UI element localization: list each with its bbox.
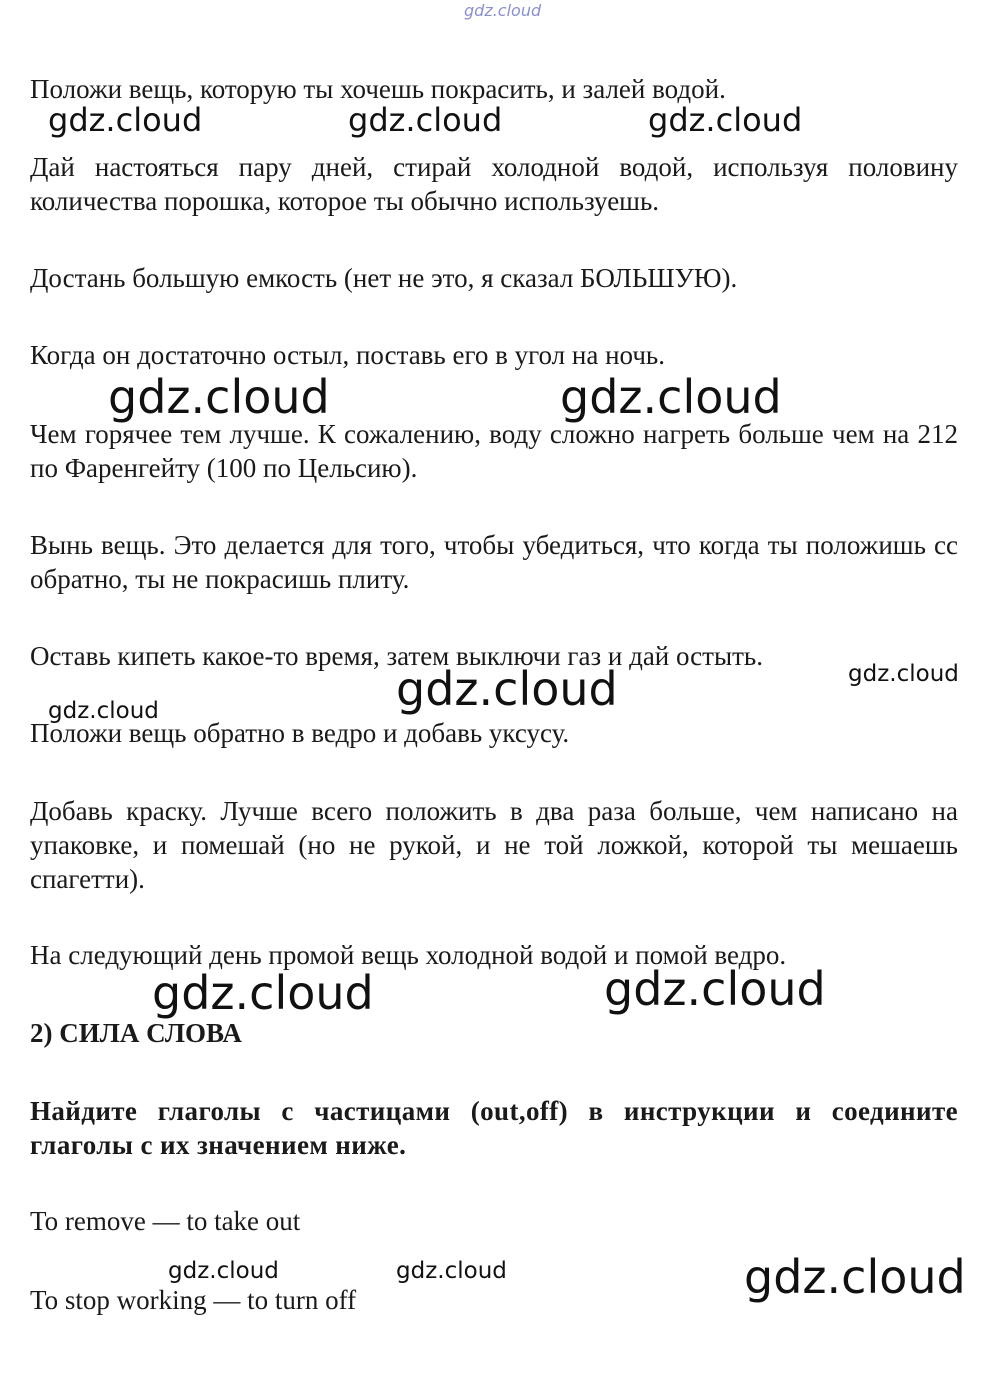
watermark: gdz.cloud xyxy=(604,962,826,1016)
watermark: gdz.cloud xyxy=(848,661,959,687)
watermark: gdz.cloud xyxy=(560,370,782,424)
instruction-paragraph: На следующий день промой вещь холодной водой и помой ведро. xyxy=(30,940,787,970)
instruction-paragraph: Добавь краску. Лучше всего положить в два раза больше, чем написано на упаковке, и помешай (но не рукой, и не той ложкой, которой ты мешаешь спагетти). xyxy=(30,796,958,894)
watermark: gdz.cloud xyxy=(396,1258,507,1284)
watermark: gdz.cloud xyxy=(48,101,203,139)
task-instruction: Найдите глаголы с частицами (out,off) в инструкции и соедините глаголы с их значением ниже. xyxy=(30,1096,958,1160)
watermark: gdz.cloud xyxy=(464,1,542,20)
watermark: gdz.cloud xyxy=(648,101,803,139)
instruction-paragraph: Достань большую емкость (нет не это, я сказал БОЛЬШУЮ). xyxy=(30,263,738,293)
watermark: gdz.cloud xyxy=(744,1250,966,1304)
watermark: gdz.cloud xyxy=(108,370,330,424)
instruction-paragraph: Положи вещь, которую ты хочешь покрасить, и залей водой. xyxy=(30,74,726,104)
watermark: gdz.cloud xyxy=(48,698,159,724)
answer-line: To stop working — to turn off xyxy=(30,1285,357,1315)
section-heading: 2) СИЛА СЛОВА xyxy=(30,1018,242,1048)
instruction-paragraph: Дай настояться пару дней, стирай холодной водой, используя половину количества порошка, которое ты обычно используешь. xyxy=(30,152,958,216)
instruction-paragraph: Чем горячее тем лучше. К сожалению, воду сложно нагреть больше чем на 212 по Фаренгейту (100 по Цельсию). xyxy=(30,419,958,483)
instruction-paragraph: Когда он достаточно остыл, поставь его в угол на ночь. xyxy=(30,340,665,370)
answer-line: To remove — to take out xyxy=(30,1206,301,1236)
watermark: gdz.cloud xyxy=(152,966,374,1020)
instruction-paragraph: Оставь кипеть какое-то время, затем выключи газ и дай остыть. xyxy=(30,641,763,671)
watermark: gdz.cloud xyxy=(168,1258,279,1284)
instruction-paragraph: Положи вещь обратно в ведро и добавь уксусу. xyxy=(30,718,570,748)
watermark: gdz.cloud xyxy=(348,101,503,139)
watermark: gdz.cloud xyxy=(396,662,618,716)
instruction-paragraph: Вынь вещь. Это делается для того, чтобы убедиться, что когда ты положишь сс обратно, ты не покрасишь плиту. xyxy=(30,530,958,594)
